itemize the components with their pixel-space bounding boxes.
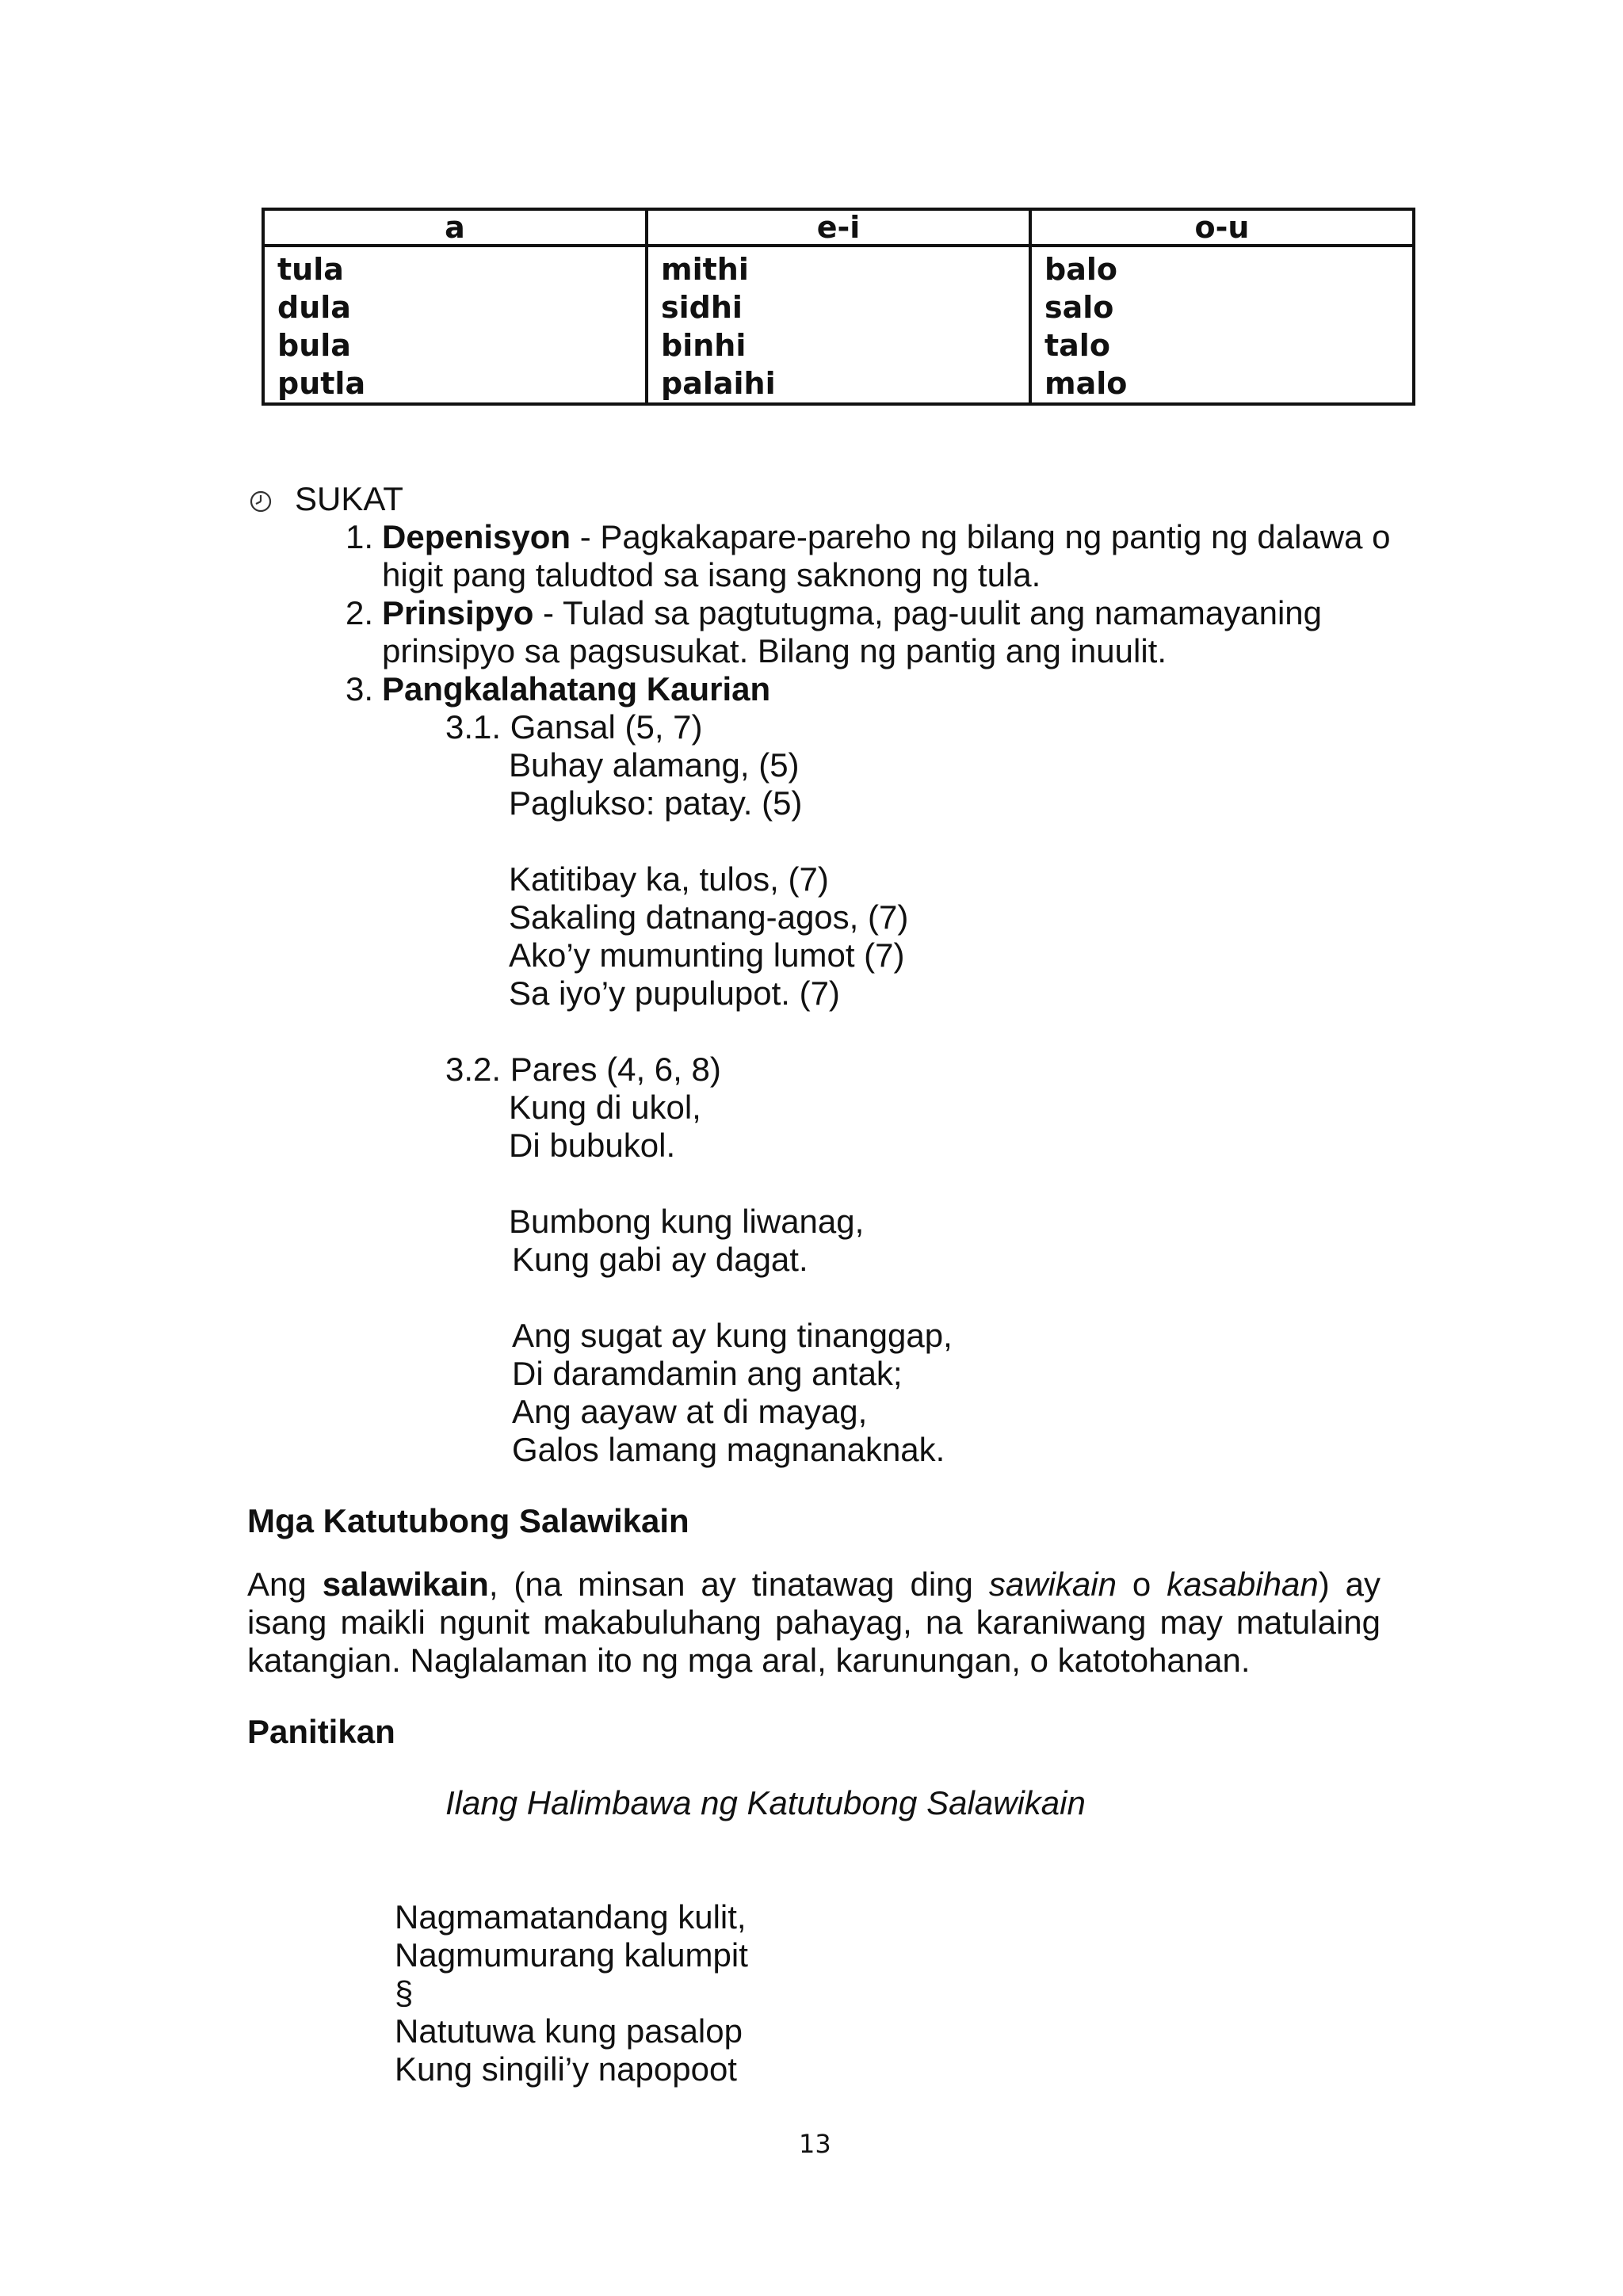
section-heading-salawikain: Mga Katutubong Salawikain [247, 1502, 689, 1539]
definition-line-2: higit pang taludtod sa isang saknong ng tula. [382, 556, 1041, 593]
table-word: tula [277, 252, 344, 287]
rhyme-table [262, 208, 1415, 406]
table-row [263, 246, 1414, 404]
verse-line: Di bubukol. [509, 1127, 676, 1164]
table-word: salo [1044, 290, 1114, 325]
panitikan-subtitle: Ilang Halimbawa ng Katutubong Salawikain [445, 1784, 1086, 1821]
table-word: balo [1044, 252, 1117, 287]
verse-line: Sa iyo’y pupulupot. (7) [509, 974, 840, 1012]
proverb-line: Nagmumurang kalumpit [395, 1936, 748, 1974]
table-word: dula [277, 290, 351, 325]
proverb-line: Natutuwa kung pasalop [395, 2012, 743, 2050]
verse-line: Ang aayaw at di mayag, [512, 1393, 868, 1430]
verse-line: Paglukso: patay. (5) [509, 784, 803, 822]
definition-line [382, 518, 1390, 556]
table-header: a [263, 209, 647, 246]
verse-line: Ang sugat ay kung tinanggap, [512, 1317, 953, 1354]
section-mark: § [395, 1974, 414, 2012]
table-word: mithi [661, 252, 749, 287]
paragraph-italic: kasabihan [1167, 1566, 1319, 1603]
table-word: bula [277, 328, 351, 363]
table-word: binhi [661, 328, 747, 363]
principle-line [382, 594, 1322, 632]
paragraph-term: salawikain [322, 1566, 489, 1603]
clock-icon [249, 490, 273, 513]
principle-term: Prinsipyo [382, 594, 534, 631]
verse-line: Kung gabi ay dagat. [512, 1241, 808, 1278]
page-number: 13 [799, 2129, 831, 2159]
verse-line: Buhay alamang, (5) [509, 746, 800, 784]
table-cell [1030, 246, 1414, 404]
verse-line: Kung di ukol, [509, 1089, 701, 1126]
verse-line: Ako’y mumunting lumot (7) [509, 936, 905, 974]
paragraph-text: Ang [247, 1566, 323, 1603]
table-cell [647, 246, 1030, 404]
table-cell [263, 246, 647, 404]
definition-text: - Pagkakapare-pareho ng bilang ng pantig ng dalawa o [571, 518, 1391, 555]
table-word: palaihi [661, 366, 776, 401]
paragraph-italic: sawikain [988, 1566, 1117, 1603]
proverb-line: Kung singili’y napopoot [395, 2050, 737, 2088]
verse-line: Katitibay ka, tulos, (7) [509, 860, 829, 898]
verse-line: Sakaling datnang-agos, (7) [509, 898, 909, 936]
table-word: talo [1044, 328, 1110, 363]
verse-line: Galos lamang magnanaknak. [512, 1431, 945, 1468]
paragraph-text: ) ay isang maikli ngunit makabuluhang pahayag, na karaniwang may matulaing katangian. Naglalaman ito ng mga aral, karunungan, o katotohanan. [247, 1566, 1381, 1679]
item-number: 1. [346, 518, 374, 555]
proverb-line: Nagmamatandang kulit, [395, 1898, 747, 1936]
table-word: malo [1044, 366, 1128, 401]
gansal-label: 3.1. Gansal (5, 7) [445, 708, 703, 746]
pares-label: 3.2. Pares (4, 6, 8) [445, 1051, 721, 1088]
principle-text: - Tulad sa pagtutugma, pag-uulit ang namamayaning [533, 594, 1323, 631]
table-header-row [263, 209, 1414, 246]
sukat-heading: SUKAT [295, 480, 403, 517]
table-word: sidhi [661, 290, 743, 325]
paragraph-text: , (na minsan ay tinatawag ding [488, 1566, 989, 1603]
item-number: 3. [346, 670, 374, 707]
definition-term: Depenisyon [382, 518, 571, 555]
verse-line: Bumbong kung liwanag, [509, 1203, 865, 1240]
table-header: e-i [647, 209, 1030, 246]
paragraph-text: o [1116, 1566, 1167, 1603]
verse-line: Di daramdamin ang antak; [512, 1355, 903, 1392]
section-heading-panitikan: Panitikan [247, 1713, 395, 1750]
classification-term: Pangkalahatang Kaurian [382, 670, 771, 707]
table-word: putla [277, 366, 366, 401]
item-number: 2. [346, 594, 374, 631]
salawikain-paragraph [247, 1566, 1381, 1680]
principle-line-2: prinsipyo sa pagsusukat. Bilang ng pantig ang inuulit. [382, 632, 1167, 669]
table-header: o-u [1030, 209, 1414, 246]
